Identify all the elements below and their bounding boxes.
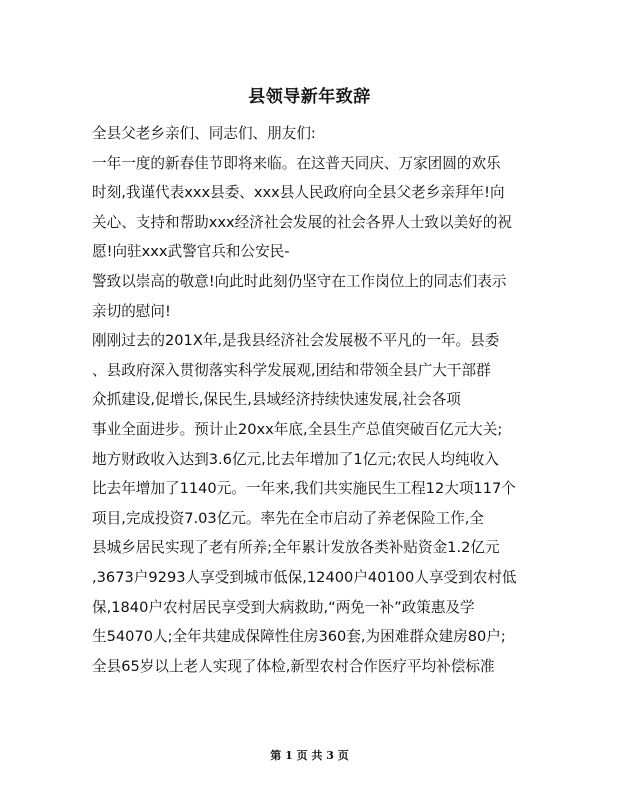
body-line: 、县政府深入贯彻落实科学发展观,团结和带领全县广大干部群 <box>92 361 491 379</box>
body-line: 项目,完成投资7.03亿元。率先在全市启动了养老保险工作,全 <box>92 509 485 527</box>
body-line: 事业全面进步。预计止20xx年底,全县生产总值突破百亿元大关; <box>92 420 503 438</box>
body-line: 比去年增加了1140元。一年来,我们共实施民生工程12大项117个 <box>92 480 516 498</box>
document-title: 县领导新年致辞 <box>248 87 371 107</box>
body-line: ,3673户9293人享受到城市低保,12400户40100人享受到农村低 <box>92 568 517 586</box>
body-line: 众抓建设,促增长,保民生,县域经济持续快速发展,社会各项 <box>92 391 461 409</box>
document-body <box>92 119 532 681</box>
body-line: 愿!向驻xxx武警官兵和公安民- <box>92 243 290 261</box>
body-line: 关心、支持和帮助xxx经济社会发展的社会各界人士致以美好的祝 <box>92 213 512 231</box>
body-line: 时刻,我谨代表xxx县委、xxx县人民政府向全县父老乡亲拜年!向 <box>92 184 505 202</box>
body-line: 县城乡居民实现了老有所养;全年累计发放各类补贴资金1.2亿元 <box>92 539 500 557</box>
body-line: 刚刚过去的201X年,是我县经济社会发展极不平凡的一年。县委 <box>92 332 500 350</box>
body-line: 保,1840户农村居民享受到大病救助,“两免一补”政策惠及学 <box>92 598 475 616</box>
body-line: 地方财政收入达到3.6亿元,比去年增加了1亿元;农民人均纯收入 <box>92 450 499 468</box>
body-line: 亲切的慰问! <box>92 302 171 320</box>
body-line: 警致以崇高的敬意!向此时此刻仍坚守在工作岗位上的同志们表示 <box>92 272 507 290</box>
body-line: 全县65岁以上老人实现了体检,新型农村合作医疗平均补偿标准 <box>92 657 495 675</box>
body-line: 一年一度的新春佳节即将来临。在这普天同庆、万家团圆的欢乐 <box>92 154 501 172</box>
body-line: 全县父老乡亲们、同志们、朋友们: <box>92 125 316 142</box>
body-line: 生54070人;全年共建成保障性住房360套,为困难群众建房80户; <box>92 628 506 646</box>
page-number-footer: 第 1 页 共 3 页 <box>270 749 349 762</box>
